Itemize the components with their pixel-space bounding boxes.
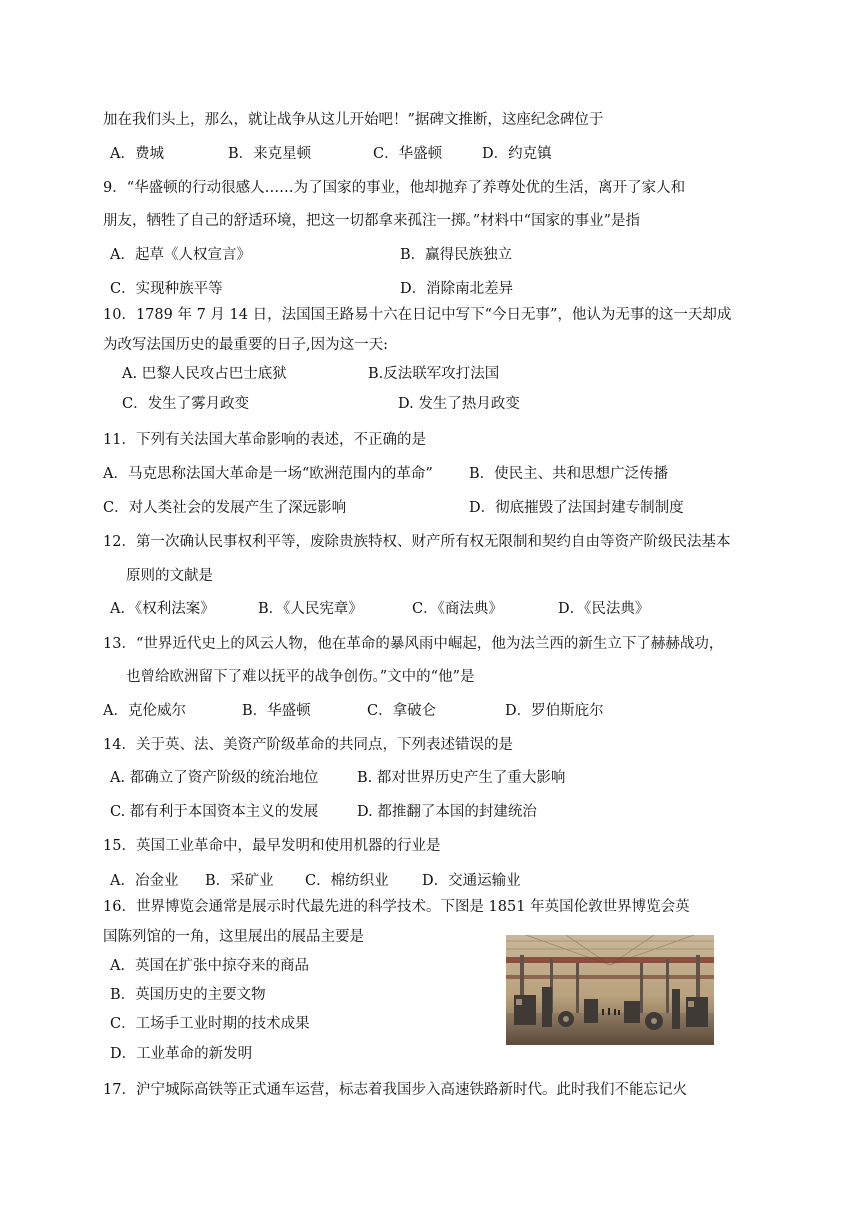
q8-option-c: C．华盛顿 [373,146,443,162]
q8-option-d: D．约克镇 [482,146,552,162]
q16-option-c: C．工场手工业时期的技术成果 [110,1016,310,1032]
q9-option-d: D．消除南北差异 [400,281,514,297]
q14-option-b: B. 都对世界历史产生了重大影响 [357,770,566,786]
q9-option-a: A．起草《人权宣言》 [110,247,251,263]
q9-option-b: B．赢得民族独立 [400,247,513,263]
q12-stem-line1: 12．第一次确认民事权利平等，废除贵族特权、财产所有权无限制和契约自由等资产阶级民法基本 [103,534,731,550]
q17-stem: 17．沪宁城际高铁等正式通车运营，标志着我国步入高速铁路新时代。此时我们不能忘记火 [103,1082,687,1098]
q15-option-b: B．采矿业 [205,873,274,889]
q16-option-b: B．英国历史的主要文物 [110,987,266,1003]
exhibition-hall-image [506,935,714,1045]
q16-stem-line1: 16．世界博览会通常是展示时代最先进的科学技术。下图是 1851 年英国伦敦世界博览会英 [103,899,690,915]
q10-option-c: C．发生了雾月政变 [122,396,250,412]
q11-option-c: C．对人类社会的发展产生了深远影响 [103,500,347,516]
q8-stem-tail: 加在我们头上，那么，就让战争从这儿开始吧！”据碑文推断，这座纪念碑位于 [103,112,604,128]
q12-stem-line2: 原则的文献是 [126,568,213,584]
q14-option-d: D. 都推翻了本国的封建统治 [357,804,537,820]
q10-option-b: B.反法联军攻打法国 [368,366,500,382]
q9-option-c: C．实现种族平等 [110,281,223,297]
q12-option-c: C．《商法典》 [412,601,503,617]
q16-option-a: A．英国在扩张中掠夺来的商品 [110,958,309,974]
q15-stem: 15．英国工业革命中，最早发明和使用机器的行业是 [103,838,441,854]
q9-stem-line2: 朋友，牺牲了自己的舒适环境，把这一切都拿来孤注一掷。”材料中“国家的事业”是指 [103,213,640,229]
q10-option-d: D. 发生了热月政变 [398,396,520,412]
q8-option-a: A．费城 [110,146,164,162]
q12-option-d: D．《民法典》 [558,601,650,617]
q11-stem: 11．下列有关法国大革命影响的表述，不正确的是 [103,432,426,448]
q11-option-a: A．马克思称法国大革命是一场“欧洲范围内的革命” [103,466,433,482]
q14-option-a: A. 都确立了资产阶级的统治地位 [110,770,319,786]
q15-option-a: A．冶金业 [110,873,179,889]
q16-stem-line2: 国陈列馆的一角，这里展出的展品主要是 [103,929,364,945]
q10-stem-line1: 10．1789 年 7 月 14 日，法国国王路易十六在日记中写下“今日无事”，他认为无事的这一天却成 [103,307,732,323]
q10-option-a: A. 巴黎人民攻占巴士底狱 [122,366,287,382]
q15-option-d: D．交通运输业 [422,873,521,889]
q8-option-b: B．来克星顿 [228,146,312,162]
q10-stem-line2: 为改写法国历史的最重要的日子,因为这一天: [103,337,388,353]
q9-stem-line1: 9．“华盛顿的行动很感人……为了国家的事业，他却抛弃了养尊处优的生活，离开了家人和 [103,180,686,196]
q14-option-c: C. 都有利于本国资本主义的发展 [110,804,319,820]
q16-option-d: D．工业革命的新发明 [110,1046,253,1062]
q13-option-d: D．罗伯斯庇尔 [505,703,604,719]
q15-option-c: C．棉纺织业 [305,873,389,889]
q11-option-b: B．使民主、共和思想广泛传播 [469,466,669,482]
q13-stem-line2: 也曾给欧洲留下了难以抚平的战争创伤。”文中的“他”是 [126,669,475,685]
q13-stem-line1: 13．“世界近代史上的风云人物，他在革命的暴风雨中崛起，他为法兰西的新生立下了赫赫战功， [103,636,724,652]
q12-option-b: B．《人民宪章》 [258,601,363,617]
q11-option-d: D．彻底摧毁了法国封建专制制度 [469,500,684,516]
q13-option-c: C．拿破仑 [367,703,437,719]
q13-option-a: A．克伦威尔 [103,703,186,719]
q14-stem: 14．关于英、法、美资产阶级革命的共同点，下列表述错误的是 [103,737,513,753]
q13-option-b: B．华盛顿 [242,703,311,719]
q12-option-a: A．《权利法案》 [110,601,215,617]
